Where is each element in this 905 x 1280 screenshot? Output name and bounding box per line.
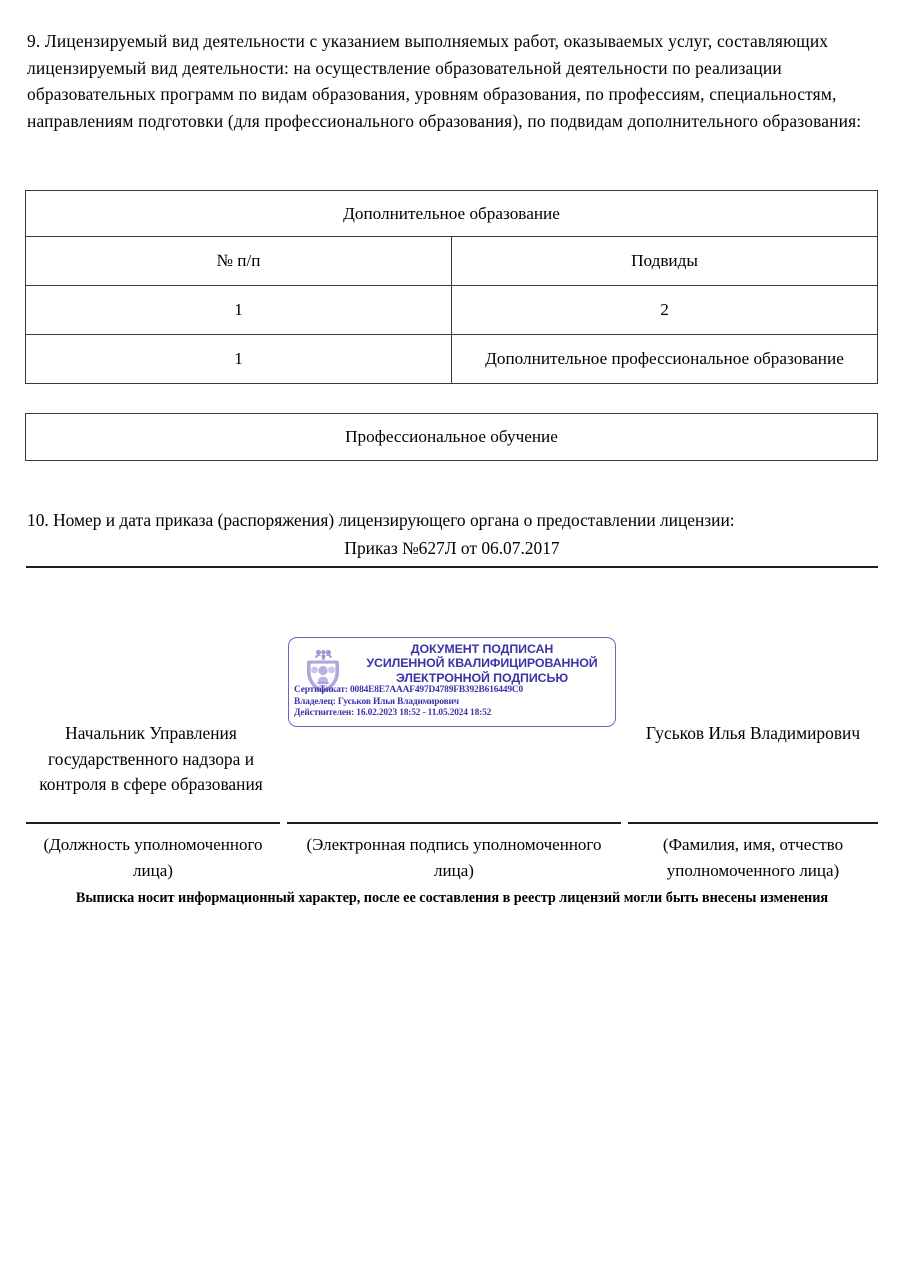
table-title-additional-education: Дополнительное образование — [26, 191, 878, 237]
horizontal-rule — [26, 566, 878, 568]
column-header-number: № п/п — [26, 237, 452, 286]
stamp-owner: Владелец: Гуськов Илья Владимирович — [294, 696, 459, 707]
row-subtype: Дополнительное профессиональное образование — [452, 335, 878, 384]
stamp-details — [294, 685, 614, 720]
stamp-certificate: Сертификат: 0084E8E7AAAF497D4789FB392B616449C0 — [294, 685, 524, 695]
section-9-paragraph: 9. Лицензируемый вид деятельности с указанием выполняемых работ, оказываемых услуг, составляющих лицензируемый вид деятельности: на осуществление образовательной деятельности по реализации образовательных программ по видам образования, уровням образования, по профессиям, специальностям, направлениям подготовки (для профессионального образования), по подвидам дополнительного образования: — [27, 31, 862, 131]
table-row — [26, 191, 878, 237]
disclaimer-text: Выписка носит информационный характер, после ее составления в реестр лицензий могли быть внесены изменения — [75, 890, 829, 906]
table-additional-education — [25, 190, 878, 384]
signature-underline-signature — [287, 822, 621, 824]
stamp-header — [351, 642, 613, 685]
table-row — [26, 414, 878, 461]
stamp-validity: Действителен: 16.02.2023 18:52 - 11.05.2024 18:52 — [294, 708, 492, 719]
stamp-header-line-2: УСИЛЕННОЙ КВАЛИФИЦИРОВАННОЙ — [366, 656, 598, 671]
electronic-signature-stamp — [288, 637, 616, 727]
section-10-title: 10. Номер и дата приказа (распоряжения) лицензирующего органа о предоставлении лицензии: — [27, 510, 735, 530]
column-header-subtypes: Подвиды — [452, 237, 878, 286]
row-number: 1 — [26, 335, 452, 384]
signature-underline-position — [26, 822, 280, 824]
stamp-header-line-3: ЭЛЕКТРОННОЙ ПОДПИСЬЮ — [395, 670, 568, 685]
column-index-1: 1 — [26, 286, 452, 335]
signatory-position: Начальник Управления государственного надзора и контроля в сфере образования — [39, 723, 263, 795]
table-row — [26, 286, 878, 335]
section-10-order-value: Приказ №627Л от 06.07.2017 — [344, 538, 560, 558]
signatory-name: Гуськов Илья Владимирович — [645, 723, 861, 743]
signature-underline-name — [628, 822, 878, 824]
table-professional-training — [25, 413, 878, 461]
caption-position: (Должность уполномоченного лица) — [43, 835, 263, 880]
column-index-2: 2 — [452, 286, 878, 335]
table-row — [26, 237, 878, 286]
caption-full-name: (Фамилия, имя, отчество уполномоченного лица) — [662, 835, 844, 880]
table-row — [26, 335, 878, 384]
caption-electronic-signature: (Электронная подпись уполномоченного лица) — [306, 835, 602, 880]
table-title-professional-training: Профессиональное обучение — [26, 414, 878, 461]
stamp-header-line-1: ДОКУМЕНТ ПОДПИСАН — [410, 642, 554, 656]
